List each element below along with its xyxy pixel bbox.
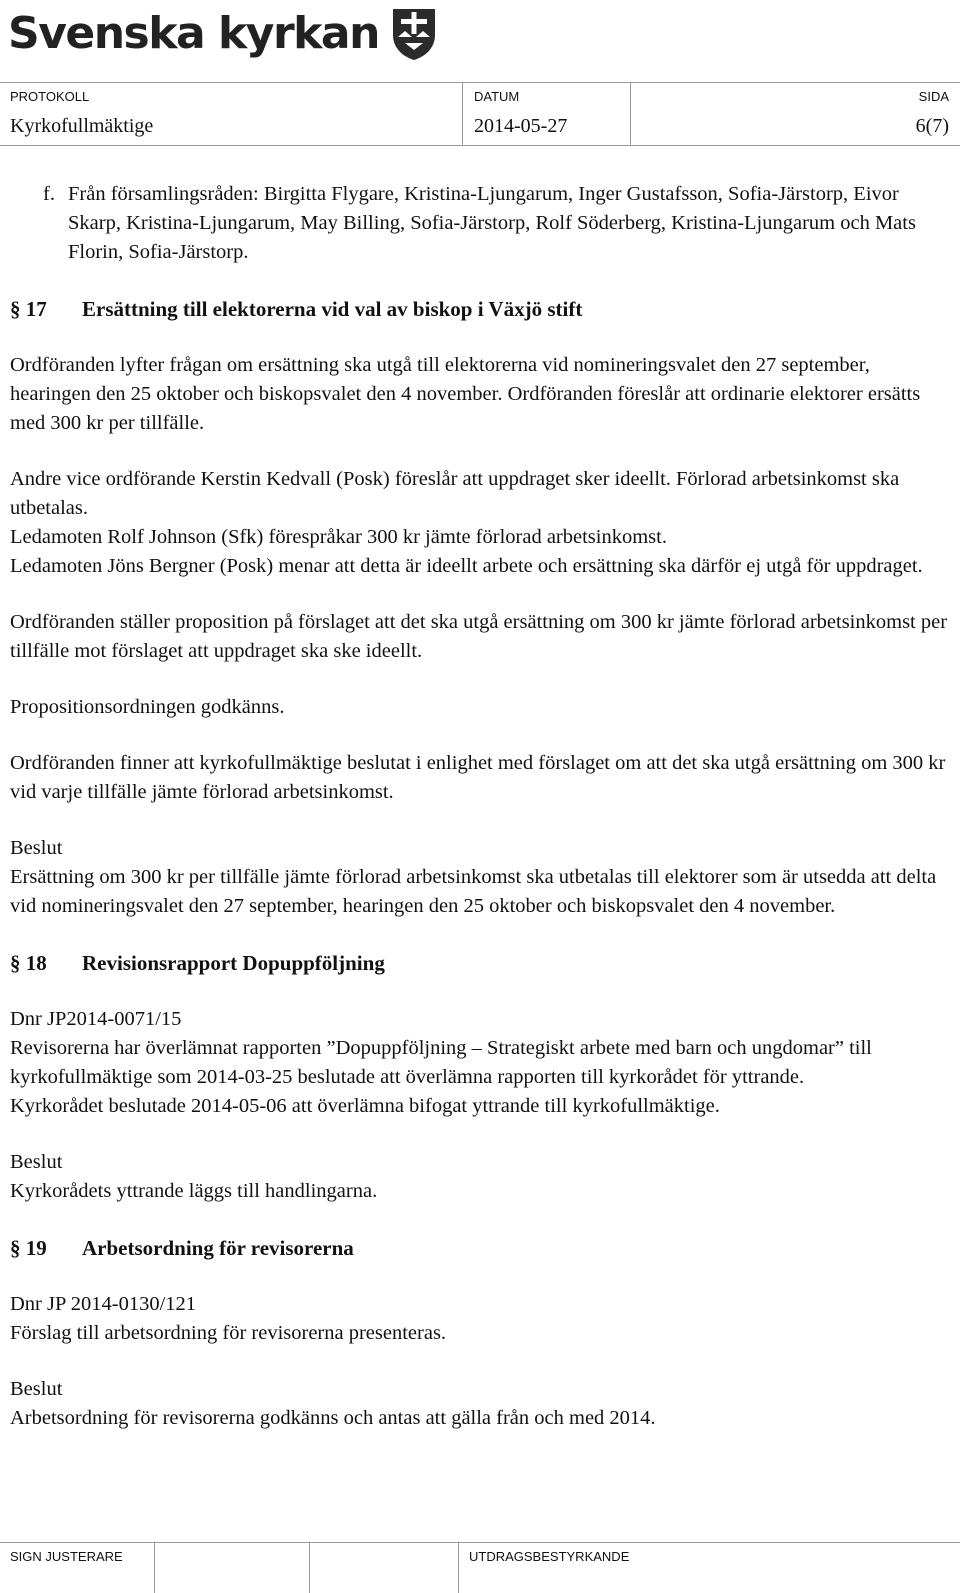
document-body (10, 180, 950, 1433)
section-19-heading (10, 1234, 950, 1263)
paragraph: Revisorerna har överlämnat rapporten ”Dopuppföljning – Strategiskt arbete med barn och ungdomar” till kyrkofullmäktige som 2014-03-25 beslutade att överlämna rapporten till kyrkorådet för yttrande. (10, 1037, 872, 1088)
brand-name: Svenska kyrkan (8, 7, 379, 59)
section-title: Arbetsordning för revisorerna (82, 1236, 354, 1260)
protokoll-label: PROTOKOLL (10, 89, 90, 104)
datum-value: 2014-05-27 (474, 115, 568, 137)
paragraph: Ordföranden finner att kyrkofullmäktige beslutat i enlighet med förslaget om att det ska utgå ersättning om 300 kr vid varje tillfälle jämte förlorad arbetsinkomst. (10, 752, 946, 803)
paragraph: Propositionsordningen godkänns. (10, 696, 285, 718)
beslut-label: Beslut (10, 837, 63, 859)
section-sign: § 18 (10, 951, 47, 975)
document-header (0, 82, 960, 146)
datum-label: DATUM (474, 89, 520, 104)
paragraph: Kyrkorådet beslutade 2014-05-06 att överlämna bifogat yttrande till kyrkofullmäktige. (10, 1095, 720, 1117)
beslut-label: Beslut (10, 1151, 63, 1173)
list-item-letter: f. (43, 183, 55, 205)
header-datum (462, 83, 631, 145)
beslut-text: Arbetsordning för revisorerna godkänns och antas att gälla från och med 2014. (10, 1407, 656, 1429)
section-sign: § 19 (10, 1236, 47, 1260)
section-title: Revisionsrapport Dopuppföljning (82, 951, 385, 975)
document-footer (0, 1542, 960, 1593)
sida-label: SIDA (918, 89, 949, 104)
sign-justerare-label: SIGN JUSTERARE (10, 1549, 123, 1564)
beslut-text: Kyrkorådets yttrande läggs till handlingarna. (10, 1180, 378, 1202)
list-item-text: Från församlingsråden: Birgitta Flygare, Kristina-Ljungarum, Inger Gustafsson, Sofia-Järstorp, Eivor Skarp, Kristina-Ljungarum, May Billing, Sofia-Järstorp, Rolf Söderberg, Kristina-Ljungarum och Mats Florin, Sofia-Järstorp. (68, 183, 916, 263)
beslut-text: Ersättning om 300 kr per tillfälle jämte förlorad arbetsinkomst ska utbetalas till elektorer som är utsedda att delta vid nomineringsvalet den 27 september, hearingen den 25 oktober och biskopsvalet den 4 november. (10, 866, 937, 917)
footer-signature-box (154, 1543, 310, 1593)
header-protokoll (0, 83, 462, 145)
church-emblem-icon (391, 5, 437, 61)
footer-utdragsbestyrkande (458, 1543, 960, 1593)
dnr: Dnr JP 2014-0130/121 (10, 1293, 197, 1315)
section-17-heading (10, 295, 950, 324)
footer-signature-box (309, 1543, 459, 1593)
paragraph: Ledamoten Rolf Johnson (Sfk) förespråkar 300 kr jämte förlorad arbetsinkomst. (10, 526, 667, 548)
header-sida (630, 83, 960, 145)
brand-logo (8, 2, 437, 64)
section-18-heading (10, 949, 950, 978)
paragraph: Andre vice ordförande Kerstin Kedvall (Posk) föreslår att uppdraget sker ideellt. Förlorad arbetsinkomst ska utbetalas. (10, 468, 900, 519)
protokoll-value: Kyrkofullmäktige (10, 115, 154, 137)
section-title: Ersättning till elektorerna vid val av biskop i Växjö stift (82, 297, 583, 321)
paragraph: Ordföranden ställer proposition på förslaget att det ska utgå ersättning om 300 kr jämte förlorad arbetsinkomst per tillfälle mot förslaget att uppdraget ska ske ideellt. (10, 611, 948, 662)
dnr: Dnr JP2014-0071/15 (10, 1008, 182, 1030)
list-item-f (10, 180, 950, 267)
sida-value: 6(7) (915, 115, 949, 137)
paragraph: Ledamoten Jöns Bergner (Posk) menar att detta är ideellt arbete och ersättning ska därför ej utgå för uppdraget. (10, 555, 923, 577)
beslut-label: Beslut (10, 1378, 63, 1400)
footer-sign-justerare (0, 1543, 154, 1593)
section-sign: § 17 (10, 297, 47, 321)
utdragsbestyrkande-label: UTDRAGSBESTYRKANDE (469, 1549, 630, 1564)
paragraph: Förslag till arbetsordning för revisorerna presenteras. (10, 1322, 447, 1344)
paragraph: Ordföranden lyfter frågan om ersättning ska utgå till elektorerna vid nomineringsvalet den 27 september, hearingen den 25 oktober och biskopsvalet den 4 november. Ordföranden föreslår att ordinarie elektorer ersätts med 300 kr per tillfälle. (10, 354, 921, 434)
